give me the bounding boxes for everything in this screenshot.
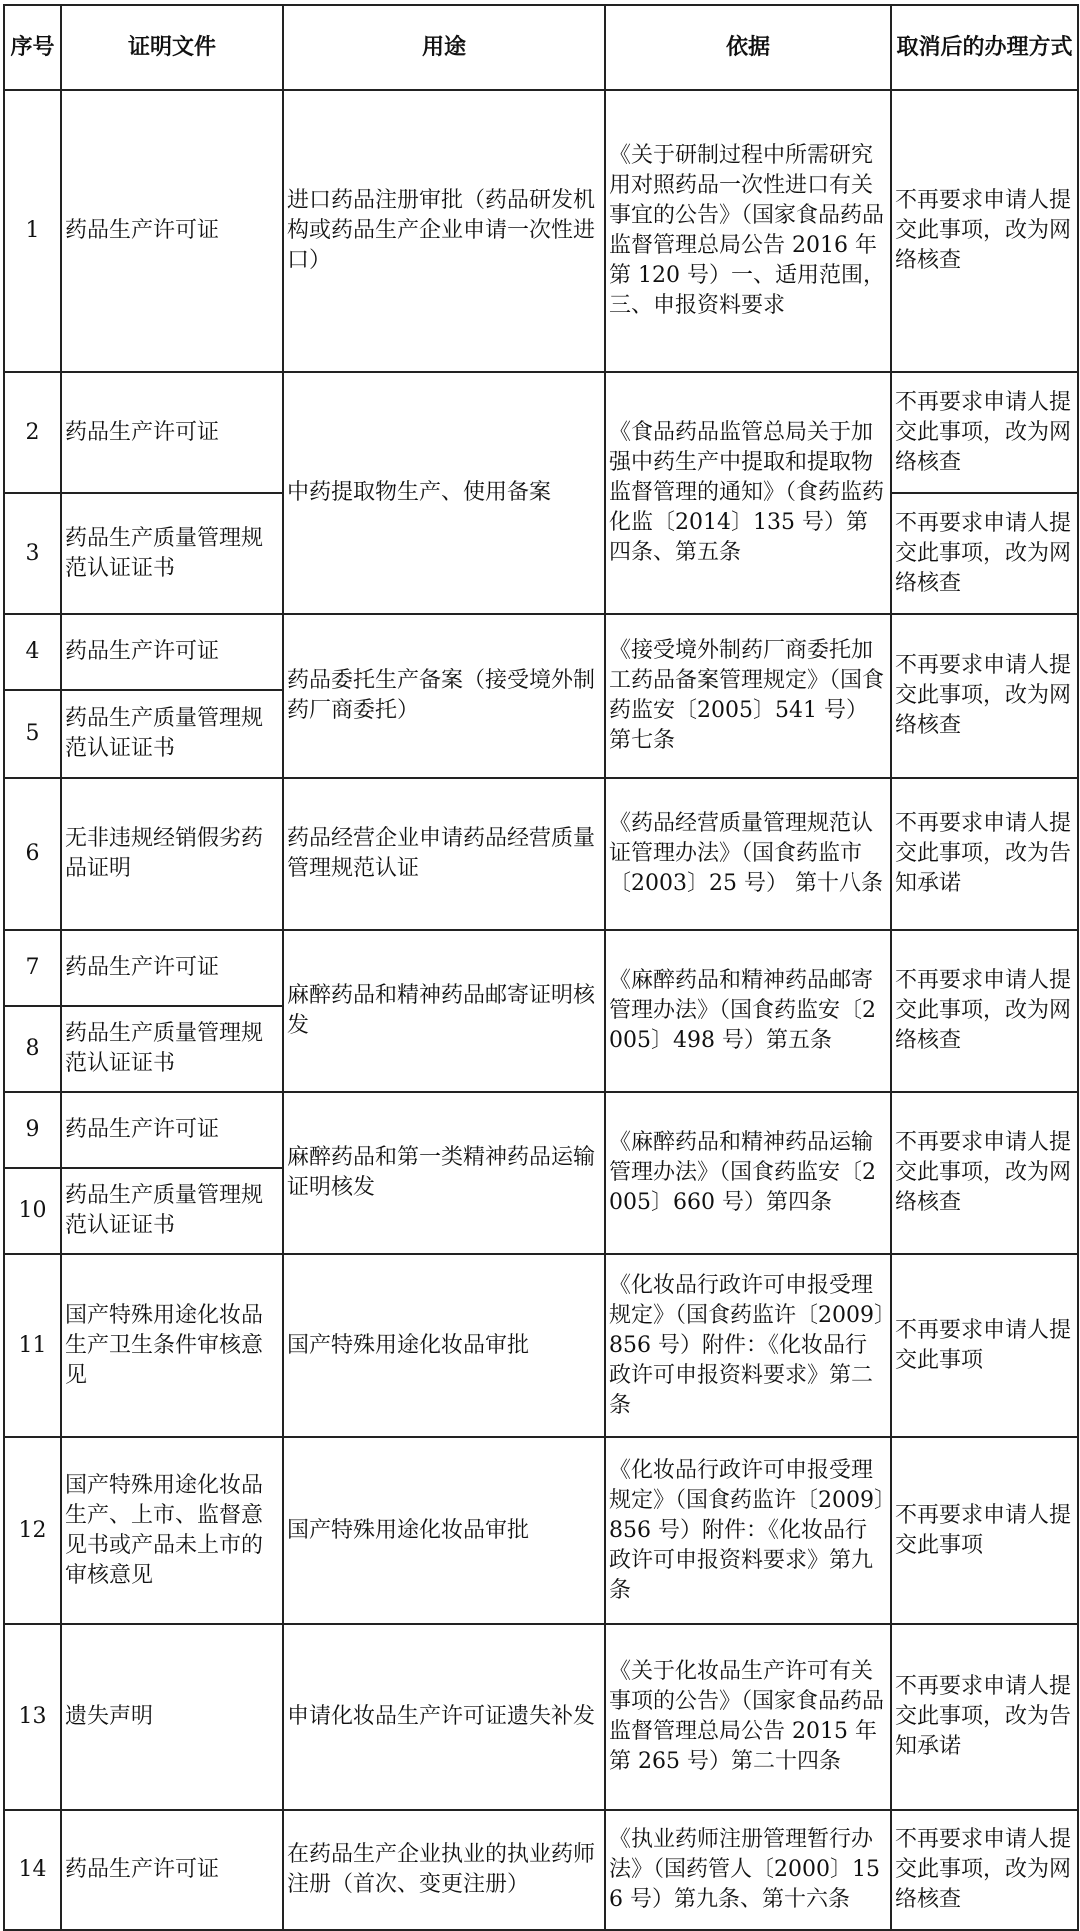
table-row [4, 372, 1078, 493]
header-basis: 依据 [605, 5, 891, 90]
row-method: 不再要求申请人提交此事项，改为网络核查 [891, 614, 1078, 778]
row-doc: 药品生产质量管理规范认证证书 [61, 690, 283, 778]
row-seq: 7 [4, 930, 61, 1006]
header-use: 用途 [283, 5, 605, 90]
row-method: 不再要求申请人提交此事项，改为网络核查 [891, 90, 1078, 372]
table-row [4, 1254, 1078, 1437]
row-method: 不再要求申请人提交此事项，改为网络核查 [891, 1092, 1078, 1254]
row-use: 在药品生产企业执业的执业药师注册（首次、变更注册） [283, 1810, 605, 1930]
table-row [4, 1624, 1078, 1810]
table-row [4, 1092, 1078, 1168]
row-seq: 8 [4, 1006, 61, 1092]
row-seq: 4 [4, 614, 61, 690]
table-row [4, 930, 1078, 1006]
row-basis: 《麻醉药品和精神药品邮寄管理办法》（国食药监安〔2005〕498 号）第五条 [605, 930, 891, 1092]
header-method: 取消后的办理方式 [891, 5, 1078, 90]
row-method: 不再要求申请人提交此事项，改为网络核查 [891, 930, 1078, 1092]
row-doc: 药品生产许可证 [61, 372, 283, 493]
row-seq: 3 [4, 493, 61, 614]
row-method: 不再要求申请人提交此事项 [891, 1254, 1078, 1437]
row-method: 不再要求申请人提交此事项，改为网络核查 [891, 372, 1078, 493]
row-doc: 国产特殊用途化妆品生产、上市、监督意见书或产品未上市的审核意见 [61, 1437, 283, 1624]
row-doc: 药品生产质量管理规范认证证书 [61, 493, 283, 614]
row-doc: 药品生产许可证 [61, 90, 283, 372]
row-use: 麻醉药品和精神药品邮寄证明核发 [283, 930, 605, 1092]
row-doc: 药品生产许可证 [61, 1810, 283, 1930]
row-doc: 药品生产质量管理规范认证证书 [61, 1006, 283, 1092]
table-header-row [4, 5, 1078, 90]
row-seq: 14 [4, 1810, 61, 1930]
row-seq: 9 [4, 1092, 61, 1168]
row-basis: 《接受境外制药厂商委托加工药品备案管理规定》（国食药监安〔2005〕541 号）第七条 [605, 614, 891, 778]
row-doc: 药品生产许可证 [61, 1092, 283, 1168]
table-row [4, 778, 1078, 930]
row-method: 不再要求申请人提交此事项，改为网络核查 [891, 1810, 1078, 1930]
row-basis: 《关于化妆品生产许可有关事项的公告》（国家食品药品监督管理总局公告 2015 年 第 265 号）第二十四条 [605, 1624, 891, 1810]
row-use: 国产特殊用途化妆品审批 [283, 1254, 605, 1437]
row-basis: 《化妆品行政许可申报受理规定》（国食药监许〔2009〕856 号）附件：《化妆品行政许可申报资料要求》第二条 [605, 1254, 891, 1437]
row-use: 药品委托生产备案（接受境外制药厂商委托） [283, 614, 605, 778]
row-seq: 2 [4, 372, 61, 493]
certificate-cancellation-table [3, 4, 1079, 1931]
row-method: 不再要求申请人提交此事项 [891, 1437, 1078, 1624]
row-method: 不再要求申请人提交此事项，改为告知承诺 [891, 1624, 1078, 1810]
table-row [4, 90, 1078, 372]
row-basis: 《关于研制过程中所需研究用对照药品一次性进口有关事宜的公告》（国家食品药品监督管理总局公告 2016 年第 120 号）一、适用范围，三、申报资料要求 [605, 90, 891, 372]
row-seq: 1 [4, 90, 61, 372]
row-basis: 《麻醉药品和精神药品运输管理办法》（国食药监安〔2005〕660 号）第四条 [605, 1092, 891, 1254]
row-seq: 12 [4, 1437, 61, 1624]
table-row [4, 1437, 1078, 1624]
row-seq: 10 [4, 1168, 61, 1254]
row-use: 申请化妆品生产许可证遗失补发 [283, 1624, 605, 1810]
row-use: 进口药品注册审批（药品研发机构或药品生产企业申请一次性进口） [283, 90, 605, 372]
row-doc: 无非违规经销假劣药品证明 [61, 778, 283, 930]
row-seq: 6 [4, 778, 61, 930]
row-doc: 药品生产许可证 [61, 614, 283, 690]
row-seq: 5 [4, 690, 61, 778]
row-method: 不再要求申请人提交此事项，改为告知承诺 [891, 778, 1078, 930]
row-use: 麻醉药品和第一类精神药品运输证明核发 [283, 1092, 605, 1254]
row-doc: 药品生产许可证 [61, 930, 283, 1006]
row-seq: 13 [4, 1624, 61, 1810]
header-seq: 序号 [4, 5, 61, 90]
row-doc: 遗失声明 [61, 1624, 283, 1810]
row-use: 国产特殊用途化妆品审批 [283, 1437, 605, 1624]
row-basis: 《执业药师注册管理暂行办法》（国药管人〔2000〕156 号）第九条、第十六条 [605, 1810, 891, 1930]
row-doc: 国产特殊用途化妆品生产卫生条件审核意见 [61, 1254, 283, 1437]
row-basis: 《食品药品监管总局关于加强中药生产中提取和提取物监督管理的通知》（食药监药化监〔2014〕135 号）第四条、第五条 [605, 372, 891, 614]
row-use: 中药提取物生产、使用备案 [283, 372, 605, 614]
row-method: 不再要求申请人提交此事项，改为网络核查 [891, 493, 1078, 614]
row-basis: 《化妆品行政许可申报受理规定》（国食药监许〔2009〕856 号）附件：《化妆品行政许可申报资料要求》第九条 [605, 1437, 891, 1624]
header-doc: 证明文件 [61, 5, 283, 90]
row-basis: 《药品经营质量管理规范认证管理办法》（国食药监市〔2003〕25 号） 第十八条 [605, 778, 891, 930]
table-row [4, 1810, 1078, 1930]
row-use: 药品经营企业申请药品经营质量管理规范认证 [283, 778, 605, 930]
table-row [4, 614, 1078, 690]
row-seq: 11 [4, 1254, 61, 1437]
row-doc: 药品生产质量管理规范认证证书 [61, 1168, 283, 1254]
